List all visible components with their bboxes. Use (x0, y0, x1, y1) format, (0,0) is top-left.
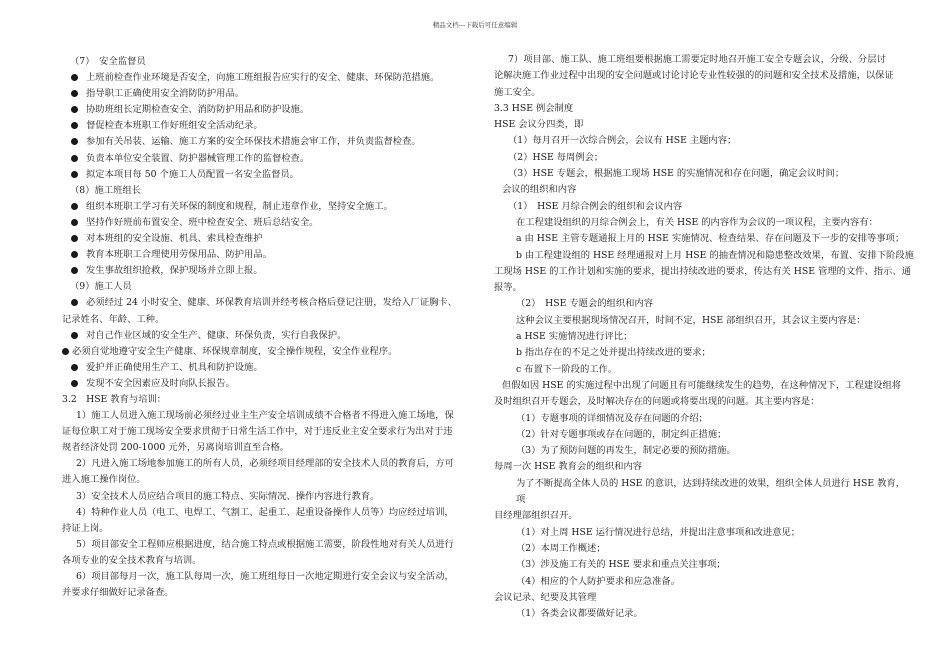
list-item: 上班前检查作业环境是否安全，向施工班组报告应实行的安全、健康、环保防范措施。 (62, 70, 484, 86)
bullet-icon (71, 235, 78, 242)
list-item: 督促检查本班职工作好班组安全活动纪录。 (62, 118, 484, 134)
list-item: b 指出存在的不足之处并提出持续改进的要求； (516, 347, 711, 359)
paragraph-line: 并要求仔细做好记录备查。 (62, 587, 174, 599)
meeting-types-title: HSE 会议分四类，即 (494, 119, 584, 131)
paragraph-line: 4）特种作业人员（电工、电焊工、气割工、起重工、起重设备操作人员等）均应经过培训， (76, 506, 454, 518)
list-item: （3）涉及施工有关的 HSE 要求和重点关注事项； (516, 559, 726, 571)
list-item: c 布置下一阶段的工作。 (516, 363, 618, 375)
paragraph-line: 6）项目部每月一次，施工队每周一次，施工班组每日一次地定期进行安全会议与安全活动， (76, 571, 454, 582)
list-item-continuation: 记录姓名、年龄、工种。 (62, 313, 165, 325)
bullet-icon (71, 171, 78, 178)
list-item: 对本班组的安全设施、机具、索具检查维护 (62, 231, 484, 247)
list-item: （3）为了预防问题的再发生，制定必要的预防措施。 (516, 445, 736, 457)
list-item: （1）各类会议都要做好记录。 (516, 608, 643, 620)
paragraph-line: 目经理部组织召开。 (494, 510, 578, 522)
paragraph-line: 各项专业的安全技术教育与培训。 (62, 554, 202, 566)
page-header: 精品文档---下载后可任意编辑 (432, 21, 518, 29)
subsection-title: （2） HSE 专题会的组织和内容 (516, 298, 654, 310)
list-item: 坚持作好班前布置安全、班中检查安全、班后总结安全。 (62, 215, 484, 231)
right-column (494, 52, 914, 622)
paragraph-line: 在工程建设组织的月综合例会上，有关 HSE 的内容作为会议的一项议程，主要内容有： (516, 216, 878, 228)
list-item: 必须自觉地遵守安全生产健康、环保规章制度，安全操作规程，安全作业程序。 (62, 344, 484, 360)
bullet-icon (62, 348, 69, 355)
bullet-icon (71, 122, 78, 129)
list-item: 拟定本项目每 50 个施工人员配置一名安全监督员。 (62, 167, 484, 183)
paragraph-line: 1）施工人员进入施工现场前必须经过业主生产安全培训成绩不合格者不得进入施工场地，保 (76, 410, 454, 422)
list-item: （2）本周工作概述； (516, 542, 606, 554)
list-item: 教育本班职工合理使用劳保用品、防护用品。 (62, 247, 484, 263)
paragraph-line: 7）项目部、施工队、施工班组要根据施工需要定时地召开施工安全专题会议，分级、分层讨 (508, 54, 886, 65)
paragraph-line: b 由工程建设组的 HSE 经理通报对上月 HSE 的抽查情况和隐患整改效果，布置、安排下阶段施 (516, 249, 914, 261)
list-item: 对自己作业区域的安全生产、健康、环保负责，实行自我保护。 (62, 328, 484, 344)
list-item: 参加有关吊装、运输、施工方案的安全环保技术措施会审工作，并负责监督检查。 (62, 134, 484, 150)
bullet-icon (71, 90, 78, 97)
list-item: （1）每月召开一次综合例会，会议有 HSE 主题内容； (508, 135, 737, 147)
bullet-icon (71, 380, 78, 387)
paragraph-line: 进入施工操作岗位。 (62, 474, 146, 486)
list-item: （1）对上周 HSE 运行情况进行总结，并提出注意事项和改进意见； (516, 526, 801, 538)
left-column (62, 54, 484, 601)
paragraph-line: 持证上岗。 (62, 522, 109, 534)
bullet-icon (71, 138, 78, 145)
bullet-icon (71, 155, 78, 162)
section-9-title: （9）施工人员 (70, 281, 132, 293)
list-item: 发现不安全因素应及时向队长报告。 (62, 376, 484, 392)
list-item: （3）HSE 专题会，根据施工现场 HSE 的实施情况和存在问题，确定会议时间； (508, 168, 845, 180)
section-8-title: （8）施工班组长 (70, 184, 141, 196)
list-item: （2）针对专题事项或存在问题的，制定纠正措施； (516, 428, 727, 440)
list-item: 组织本班职工学习有关环保的制度和规程，制止违章作业，坚持安全施工。 (62, 199, 484, 215)
list-item: 发生事故组织抢救，保护现场并立即上报。 (62, 263, 484, 279)
list-item: 指导职工正确使用安全消防防护用品。 (62, 86, 484, 102)
records-title: 会议记录、纪要及其管理 (494, 591, 597, 603)
list-item: 必须经过 24 小时安全、健康、环保教育培训并经考核合格后登记注册，发给入厂证胸卡、 (62, 295, 484, 311)
bullet-icon (71, 267, 78, 274)
list-item: （1）专题事项的详细情况及存在问题的介绍； (516, 412, 708, 424)
list-item: 协助班组长定期检查安全、消防防护用品和防护设施。 (62, 102, 484, 118)
bullet-icon (71, 219, 78, 226)
bullet-icon (71, 106, 78, 113)
subsection-title: （1） HSE 月综合例会的组织和会议内容 (508, 200, 683, 212)
section-3-3-title: 3.3 HSE 例会制度 (494, 102, 574, 114)
bullet-icon (71, 299, 78, 306)
paragraph-line: 规者经济处罚 200-1000 元外，另离岗培训直至合格。 (62, 442, 290, 454)
paragraph-line: 及时组织召开专题会，及时解决存在的问题或将要出现的问题。其主要内容是： (494, 396, 820, 408)
paragraph-line: 为了不断提高全体人员的 HSE 的意识，达到持续改进的效果，组织全体人员进行 HSE 教育，项 (516, 477, 906, 506)
paragraph-line: 2）凡进入施工场地参加施工的所有人员，必须经项目经理部的安全技术人员的教育后，方可 (76, 458, 454, 470)
paragraph-line: 3）安全技术人员应结合项目的施工特点、实际情况、操作内容进行教育。 (76, 490, 380, 502)
paragraph-line: 5）项目部安全工程师应根据进度，结合施工特点或根据施工需要，阶段性地对有关人员进行 (76, 538, 454, 550)
paragraph-line: 报等。 (494, 282, 522, 294)
bullet-icon (71, 203, 78, 210)
list-item: 爱护并正确使用生产工、机具和防护设施。 (62, 360, 484, 376)
bullet-icon (71, 364, 78, 371)
paragraph-line: 论解决施工作业过程中出现的安全问题或讨论讨论专业性较强的的问题和安全技术及措施，以保证 (494, 70, 894, 82)
list-item: （2）HSE 每周例会； (508, 151, 604, 163)
section-3-2-title: 3.2 HSE 教育与培训： (62, 393, 167, 405)
list-item: 负责本单位安全装置、防护器械管理工作的监督检查。 (62, 151, 484, 167)
bullet-icon (71, 74, 78, 81)
bullet-icon (71, 332, 78, 339)
paragraph-line: 但假如因 HSE 的实施过程中出现了问题且有可能继续发生的趋势，在这种情况下，工程建设组将 (502, 379, 902, 391)
paragraph-line: 证每位职工对于施工现场安全要求贯彻于日常生活工作中，对于违反业主安全要求行为出对于违 (62, 426, 453, 438)
paragraph-line: a 由 HSE 主管专题通报上月的 HSE 实施情况、检查结果、存在问题及下一步的安排等事项； (516, 233, 905, 245)
list-item: （4）相应的个人防护要求和应急准备。 (516, 575, 680, 587)
organization-title: 会议的组织和内容 (502, 184, 577, 196)
section-7-title: （7） 安全监督员 (70, 56, 146, 67)
weekly-meeting-title: 每周一次 HSE 教育会的组织和内容 (494, 461, 643, 473)
paragraph-line: 施工安全。 (494, 86, 541, 98)
list-item: a HSE 实施情况进行评比； (516, 331, 633, 343)
bullet-icon (71, 251, 78, 258)
paragraph-line: 工现场 HSE 的工作计划和实施的要求，提出持续改进的要求，传达有关 HSE 管理的文件、指示、通 (494, 265, 911, 277)
paragraph-line: 这种会议主要根据现场情况召开，时间不定，HSE 部组织召开，其会议主要内容是： (516, 314, 866, 326)
